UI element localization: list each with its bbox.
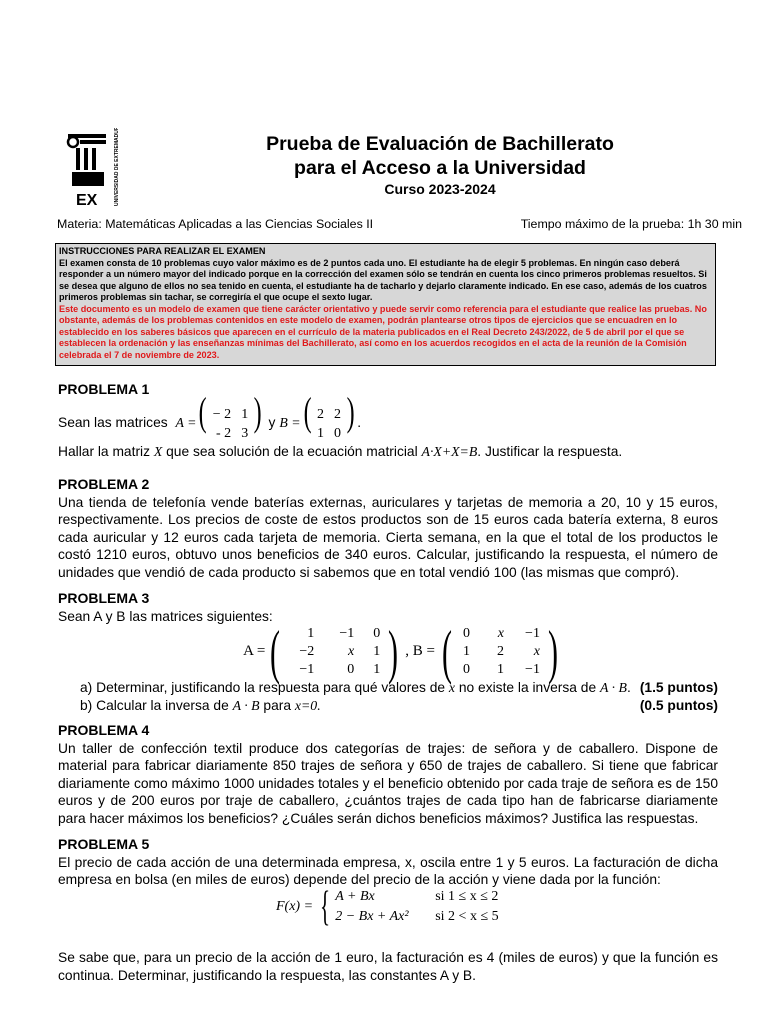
university-logo: [62, 128, 124, 208]
svg-text:EX: EX: [76, 192, 98, 208]
matrix-cell: 1: [373, 662, 381, 677]
matrix-cell: 1: [241, 406, 249, 422]
exam-title-line1: Prueba de Evaluación de Bachillerato: [266, 133, 614, 155]
piecewise-function: F(x) = { A + Bx si 1 ≤ x ≤ 2 2 − Bx + Ax² si 2 < x ≤ 5: [276, 884, 499, 930]
matrix-b: ( 2 2 1 0 ): [303, 388, 355, 441]
time-limit-label: Tiempo máximo de la prueba: 1h 30 min: [520, 217, 742, 231]
matrix-cell: 0: [347, 662, 355, 677]
matrix-cell: 1: [316, 426, 324, 441]
problem-3-matrices: A = ( 1 −1 0 −2 x 1 −1 0 1 ) , B = ( 0 x −1 1 2 x 0 1 −1 ): [88, 625, 718, 679]
svg-text:UNIVERSIDAD DE EXTREMADURA: UNIVERSIDAD DE EXTREMADURA: [114, 128, 120, 206]
matrix-cell: 0: [373, 626, 381, 641]
matrix-cell: 0: [462, 662, 470, 677]
matrix-cell: 0: [462, 626, 470, 641]
problem-3-title: PROBLEMA 3: [58, 590, 150, 606]
problem-1-title: PROBLEMA 1: [58, 381, 150, 397]
problem-5: [58, 836, 718, 889]
matrix-a3: ( 1 −1 0 −2 x 1 −1 0 1 ): [270, 619, 399, 685]
matrix-cell: 1: [496, 662, 504, 677]
problem-3-part-b: b) Calcular la inversa de A · B para x=0. (0.5 puntos): [80, 697, 718, 713]
matrix-b3: ( 0 x −1 1 2 x 0 1 −1 ): [441, 619, 558, 685]
matrix-cell: 2: [316, 406, 324, 422]
matrix-cell: x: [348, 644, 355, 659]
instructions-text: El examen consta de 10 problemas cuyo valor máximo es de 2 puntos cada uno. El estudiante ha de elegir 5 problemas. En ningún caso deberá responder a un número mayor del indicado porque en la corrección del examen sólo se tendrán en cuenta los cinco primeros problemas resueltos. Si se desea que alguno de ellos no sea tenido en cuenta, el estudiante ha de tacharlo y dejarlo claramente indicado. En ese caso, además de los cuatros primeros problemas sin tachar, se corregiría el que ocupe el sexto lugar.: [59, 257, 707, 302]
exam-meta: [57, 217, 742, 231]
matrix-cell: −1: [525, 662, 540, 677]
problem-1: [58, 381, 718, 460]
matrix-cell: 1: [462, 644, 470, 659]
problem-2-title: PROBLEMA 2: [58, 476, 150, 492]
matrix-cell: 2: [333, 406, 341, 422]
instructions-disclaimer: Este documento es un modelo de examen que tiene carácter orientativo y puede servir como referencia para el estudiante que realice las pruebas. No obstante, además de los problemas contenidos en este modelo de examen, podrán plantearse otros tipos de ejercicios que se encuadren en lo establecido en los saberes básicos que aparecen en el currículo de la materia publicados en el Real Decreto 243/2022, de 5 de abril por el que se establecen la ordenación y las enseñanzas mínimas del Bachillerato, así como en los acuerdos recogidos en el acta de la reunión de la Comisión celebrada el 7 de noviembre de 2023.: [59, 303, 707, 360]
matrix-cell: −1: [299, 662, 315, 677]
course-year: Curso 2023-2024: [384, 181, 496, 197]
matrix-cell: −2: [299, 644, 315, 659]
problem-3: [58, 590, 718, 714]
problem-3-part-a: a) Determinar, justificando la respuesta para qué valores de x no existe la inversa de A · B. (1.5 puntos): [80, 680, 718, 695]
matrix-cell: 3: [241, 426, 249, 441]
problem-5-title: PROBLEMA 5: [58, 836, 150, 852]
problem-3-intro: Sean A y B las matrices siguientes:: [58, 608, 273, 624]
matrix-cell: x: [533, 644, 540, 659]
matrix-cell: −1: [525, 626, 540, 641]
problem-2-text: Una tienda de telefonía vende baterías externas, auriculares y tarjetas de memoria a 20, 10 y 15 euros, respectivamente. Los precios de coste de estos productos son de 15 euros cada batería externa, 8 euros cada auricular y 12 euros cada tarjeta de memoria. Cierta semana, en la que el total de los productos le costó 1210 euros, obtuvo unos beneficios de 340 euros. Calcular, justificando la respuesta, el número de unidades que vendió de cada producto si sabemos que en total vendió 100 (las mismas que compró).: [58, 494, 718, 580]
problem-1-question: Hallar la matriz X que sea solución de la ecuación matricial A·X+X=B. Justificar la respuesta.: [58, 443, 623, 459]
problem-4: [58, 722, 718, 827]
problem-4-text: Un taller de confección textil produce dos categorías de trajes: de señora y de caballero. Dispone de material para fabricar diariamente 850 trajes de señora y 650 de trajes de caballero. Si tiene que fabricar diariamente como máximo 1000 unidades totales y el beneficio obtenido por cada traje de señora es de 150 euros y de 200 euros por traje de caballero, ¿cuántos trajes de cada tipo han de fabricarse diariamente para hacer máximos los beneficios? ¿Cuáles serán dichos beneficios máximos? Justifica las respuestas.: [58, 740, 718, 826]
instructions-box: [55, 243, 716, 366]
problem-5-text2: Se sabe que, para un precio de la acción de 1 euro, la facturación es 4 (miles de euros) y que la función es continua. Determinar, justificando la respuesta, las constantes A y B.: [58, 950, 718, 983]
problem-5-text: El precio de cada acción de una determinada empresa, x, oscila entre 1 y 5 euros. La facturación de dicha empresa en bolsa (en miles de euros) depende del precio de la acción y viene dada por la función:: [58, 854, 718, 887]
matrix-cell: - 2: [216, 426, 232, 441]
problem-4-title: PROBLEMA 4: [58, 722, 150, 738]
problem-2: [58, 476, 718, 581]
matrix-cell: 1: [307, 626, 315, 641]
subject-label: Materia: Matemáticas Aplicadas a las Ciencias Sociales II: [57, 217, 374, 231]
matrix-cell: −1: [339, 626, 355, 641]
matrix-cell: − 2: [212, 406, 232, 422]
instructions-heading: INSTRUCCIONES PARA REALIZAR EL EXAMEN: [59, 246, 266, 256]
exam-title-line2: para el Acceso a la Universidad: [294, 157, 586, 179]
matrix-cell: x: [497, 626, 504, 641]
problem-1-matrices: Sean las matrices A = ( − 2 1 - 2 3 ) y B = ( 2 2 1 0 ) .: [58, 388, 362, 441]
matrix-cell: 0: [333, 426, 341, 441]
matrix-cell: 1: [373, 644, 381, 659]
matrix-a: ( − 2 1 - 2 3 ): [199, 388, 262, 441]
matrix-cell: 2: [496, 644, 504, 659]
